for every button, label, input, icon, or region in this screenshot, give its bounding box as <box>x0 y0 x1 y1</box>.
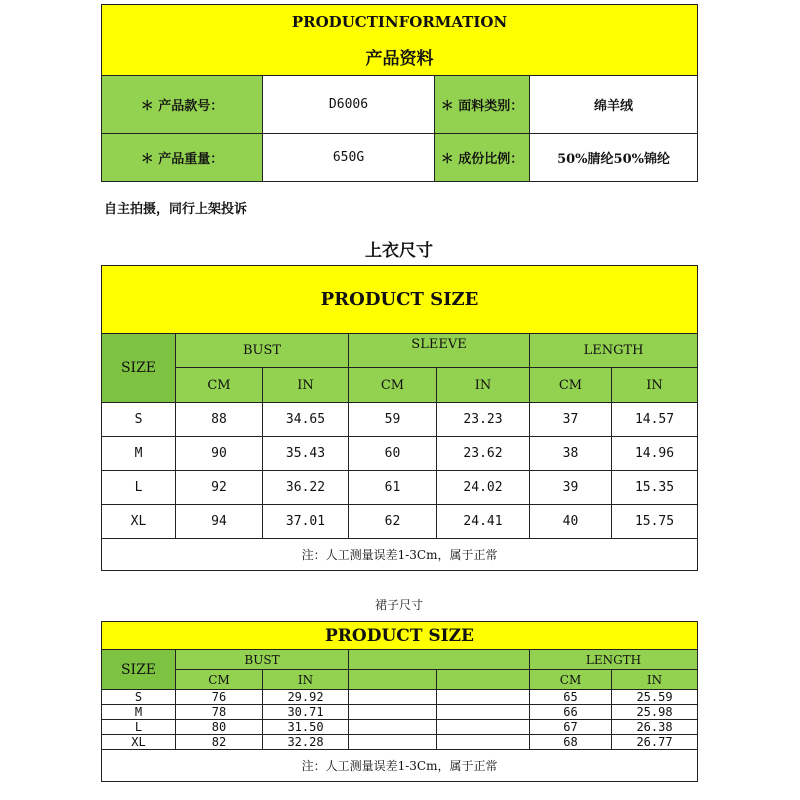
value-cell: 37 <box>530 403 612 437</box>
top-table-title: PRODUCT SIZE <box>102 266 698 334</box>
table-row <box>102 403 698 437</box>
value-cell: 32.28 <box>263 735 349 750</box>
size-cell: XL <box>102 735 176 750</box>
value-cell: 67 <box>530 720 612 735</box>
value-cell <box>437 690 530 705</box>
value-cell: 65 <box>530 690 612 705</box>
size-cell: S <box>102 690 176 705</box>
weight-value: 650G <box>263 134 435 182</box>
value-cell: 88 <box>176 403 263 437</box>
product-info-table <box>101 4 698 182</box>
value-cell: 36.22 <box>263 471 349 505</box>
table-row <box>102 735 698 750</box>
size-cell: M <box>102 705 176 720</box>
value-cell <box>437 735 530 750</box>
value-cell: 38 <box>530 437 612 471</box>
table-row <box>102 690 698 705</box>
copyright-note: 自主拍摄，同行上架投诉 <box>104 202 248 217</box>
weight-label: ＊ 产品重量： <box>102 134 263 182</box>
value-cell: 29.92 <box>263 690 349 705</box>
value-cell: 59 <box>349 403 437 437</box>
skirt-unit-in: IN <box>612 670 698 690</box>
value-cell: 76 <box>176 690 263 705</box>
skirt-size-table <box>101 621 698 782</box>
composition-value: 50%腈纶50%锦纶 <box>530 134 698 182</box>
value-cell: 94 <box>176 505 263 539</box>
size-cell: L <box>102 471 176 505</box>
value-cell <box>437 705 530 720</box>
value-cell <box>349 705 437 720</box>
value-cell: 31.50 <box>263 720 349 735</box>
size-cell: S <box>102 403 176 437</box>
value-cell: 90 <box>176 437 263 471</box>
value-cell <box>349 690 437 705</box>
top-size-header: SIZE <box>102 334 176 403</box>
value-cell: 26.38 <box>612 720 698 735</box>
top-unit-in: IN <box>263 368 349 403</box>
top-unit-cm: CM <box>176 368 263 403</box>
top-length-header: LENGTH <box>530 334 698 368</box>
skirt-bust-header: BUST <box>176 650 349 670</box>
value-cell: 34.65 <box>263 403 349 437</box>
value-cell: 68 <box>530 735 612 750</box>
value-cell: 82 <box>176 735 263 750</box>
info-title-en: PRODUCTINFORMATION <box>102 5 698 39</box>
value-cell: 14.57 <box>612 403 698 437</box>
skirt-unit-cm: CM <box>176 670 263 690</box>
value-cell: 80 <box>176 720 263 735</box>
value-cell: 66 <box>530 705 612 720</box>
table-row <box>102 437 698 471</box>
skirt-unit-empty <box>437 670 530 690</box>
value-cell: 25.59 <box>612 690 698 705</box>
info-title-cn: 产品资料 <box>102 39 698 76</box>
table-row <box>102 471 698 505</box>
skirt-size-header: SIZE <box>102 650 176 690</box>
value-cell: 40 <box>530 505 612 539</box>
fabric-type-value: 绵羊绒 <box>530 76 698 134</box>
top-unit-in: IN <box>437 368 530 403</box>
skirt-length-header: LENGTH <box>530 650 698 670</box>
composition-label: ＊ 成份比例： <box>435 134 530 182</box>
value-cell: 37.01 <box>263 505 349 539</box>
value-cell: 26.77 <box>612 735 698 750</box>
skirt-unit-cm: CM <box>530 670 612 690</box>
table-row <box>102 720 698 735</box>
value-cell: 35.43 <box>263 437 349 471</box>
value-cell: 39 <box>530 471 612 505</box>
value-cell: 23.62 <box>437 437 530 471</box>
size-cell: M <box>102 437 176 471</box>
value-cell: 24.41 <box>437 505 530 539</box>
top-unit-cm: CM <box>349 368 437 403</box>
value-cell: 30.71 <box>263 705 349 720</box>
value-cell <box>349 735 437 750</box>
skirt-unit-in: IN <box>263 670 349 690</box>
top-size-table <box>101 265 698 571</box>
value-cell <box>437 720 530 735</box>
value-cell: 62 <box>349 505 437 539</box>
value-cell: 15.75 <box>612 505 698 539</box>
value-cell: 24.02 <box>437 471 530 505</box>
top-unit-in: IN <box>612 368 698 403</box>
value-cell: 78 <box>176 705 263 720</box>
table-row <box>102 705 698 720</box>
skirt-unit-empty <box>349 670 437 690</box>
fabric-type-label: ＊ 面料类别： <box>435 76 530 134</box>
style-number-value: D6006 <box>263 76 435 134</box>
top-sleeve-header: SLEEVE <box>349 334 530 368</box>
value-cell: 60 <box>349 437 437 471</box>
skirt-size-caption: 裙子尺寸 <box>374 598 423 612</box>
top-bust-header: BUST <box>176 334 349 368</box>
size-cell: XL <box>102 505 176 539</box>
top-size-caption: 上衣尺寸 <box>365 241 433 261</box>
skirt-table-title: PRODUCT SIZE <box>102 622 698 650</box>
value-cell <box>349 720 437 735</box>
table-row <box>102 505 698 539</box>
value-cell: 15.35 <box>612 471 698 505</box>
top-unit-cm: CM <box>530 368 612 403</box>
skirt-footnote: 注：人工测量误差1-3Cm，属于正常 <box>102 750 698 782</box>
value-cell: 23.23 <box>437 403 530 437</box>
skirt-empty-header <box>349 650 530 670</box>
style-number-label: ＊ 产品款号： <box>102 76 263 134</box>
top-footnote: 注：人工测量误差1-3Cm，属于正常 <box>102 539 698 571</box>
value-cell: 92 <box>176 471 263 505</box>
size-cell: L <box>102 720 176 735</box>
value-cell: 25.98 <box>612 705 698 720</box>
value-cell: 14.96 <box>612 437 698 471</box>
value-cell: 61 <box>349 471 437 505</box>
